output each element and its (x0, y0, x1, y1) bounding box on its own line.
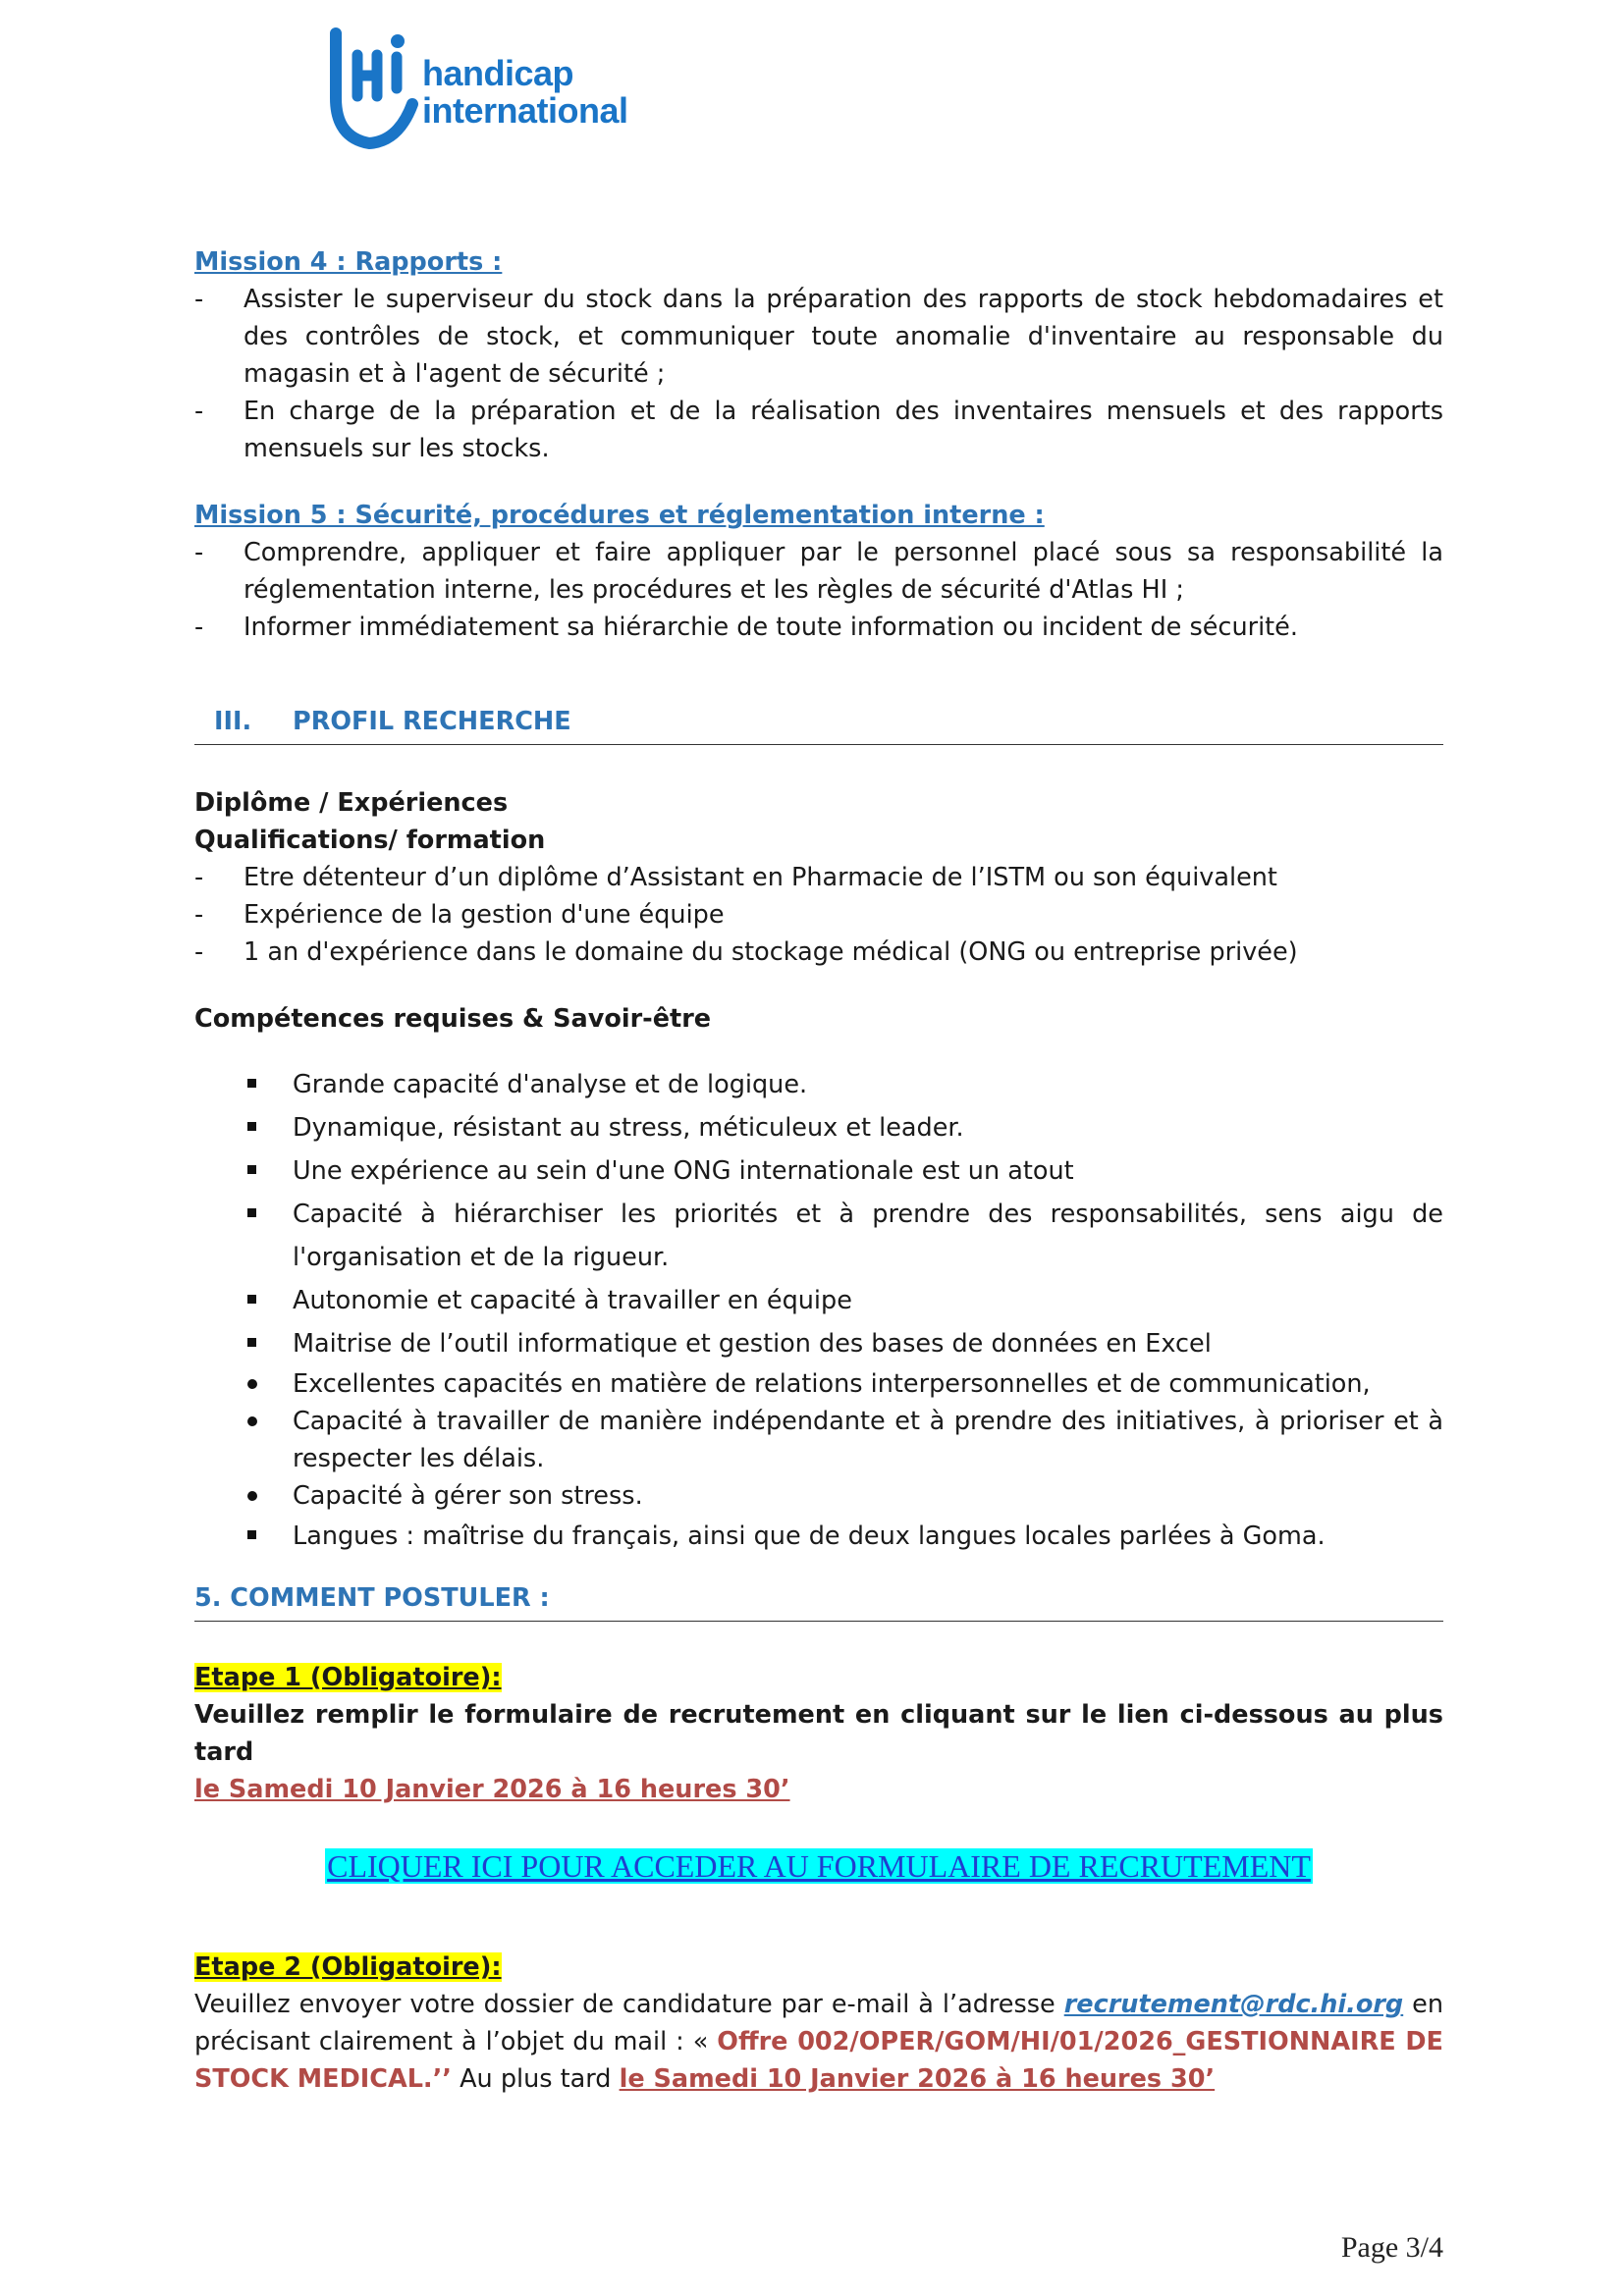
step-1-deadline: le Samedi 10 Janvier 2026 à 16 heures 30’ (194, 1775, 790, 1804)
section-heading-postuler: 5. COMMENT POSTULER : (194, 1579, 1443, 1622)
list-item: Maitrise de l’outil informatique et gestion des bases de données en Excel (194, 1322, 1443, 1365)
section-heading-profil (194, 703, 1443, 745)
round-bullet-icon (247, 1416, 257, 1426)
form-link-block (194, 1847, 1443, 1888)
list-item: Excellentes capacités en matière de relations interpersonnelles et de communication, (194, 1365, 1443, 1403)
mission-4-list (194, 281, 1443, 467)
mission-5-title: Mission 5 : Sécurité, procédures et réglementation interne : (194, 501, 1045, 530)
section-title: PROFIL RECHERCHE (293, 707, 571, 736)
logo-wordmark (422, 55, 628, 130)
list-item: Une expérience au sein d'une ONG internationale est un atout (194, 1149, 1443, 1193)
list-item: - En charge de la préparation et de la réalisation des inventaires mensuels et des rapports mensuels sur les stocks. (194, 393, 1443, 467)
page-number: Page 3/4 (1340, 2231, 1443, 2264)
step-2-paragraph: Veuillez envoyer votre dossier de candidature par e-mail à l’adresse recrutement@rdc.hi.org en précisant clairement à l’objet du mail : « Offre 002/OPER/GOM/HI/01/2026_GESTIONNAIRE DE STOCK MEDICAL.’’ Au plus tard le Samedi 10 Janvier 2026 à 16 heures 30’ (194, 1990, 1443, 2094)
qualifications-list (194, 859, 1443, 971)
logo-line-1: handicap (422, 53, 574, 93)
round-bullet-icon (247, 1491, 257, 1501)
hand-logo-icon (320, 27, 418, 153)
competences-heading: Compétences requises & Savoir-être (194, 1004, 712, 1034)
logo-line-2: international (422, 90, 628, 131)
square-bullet-icon (247, 1295, 256, 1304)
mission-4-title: Mission 4 : Rapports : (194, 247, 503, 277)
list-item: - 1 an d'expérience dans le domaine du stockage médical (ONG ou entreprise privée) (194, 934, 1443, 971)
list-item: Dynamique, résistant au stress, méticuleux et leader. (194, 1106, 1443, 1149)
qualifications-heading: Qualifications/ formation (194, 826, 546, 855)
handicap-international-logo (320, 27, 654, 153)
step-2-deadline: le Samedi 10 Janvier 2026 à 16 heures 30’ (619, 2064, 1216, 2094)
square-bullet-icon (247, 1530, 256, 1539)
step-1-text: Veuillez remplir le formulaire de recrutement en cliquant sur le lien ci-dessous au plus tard (194, 1700, 1443, 1767)
list-item: - Assister le superviseur du stock dans la préparation des rapports de stock hebdomadaires et des contrôles de stock, et communiquer toute anomalie d'inventaire au responsable du magasin et à l'agent de sécurité ; (194, 281, 1443, 393)
mission-5-list (194, 534, 1443, 646)
list-item: - Comprendre, appliquer et faire appliquer par le personnel placé sous sa responsabilité la réglementation interne, les procédures et les règles de sécurité d'Atlas HI ; (194, 534, 1443, 609)
list-item: Langues : maîtrise du français, ainsi que de deux langues locales parlées à Goma. (194, 1515, 1443, 1558)
recruitment-email-link[interactable]: recrutement@rdc.hi.org (1063, 1990, 1404, 2019)
list-item: - Etre détenteur d’un diplôme d’Assistant en Pharmacie de l’ISTM ou son équivalent (194, 859, 1443, 896)
competences-list (194, 1063, 1443, 1558)
step-2-label: Etape 2 (Obligatoire): (194, 1952, 502, 1982)
diplome-heading: Diplôme / Expériences (194, 788, 509, 818)
list-item: Capacité à hiérarchiser les priorités et à prendre des responsabilités, sens aigu de l'organisation et de la rigueur. (194, 1193, 1443, 1279)
square-bullet-icon (247, 1208, 256, 1217)
list-item: - Expérience de la gestion d'une équipe (194, 896, 1443, 934)
list-item: Capacité à gérer son stress. (194, 1477, 1443, 1515)
offer-reference: Offre 002/OPER/GOM/HI/01/2026_GESTIONNAIRE DE STOCK MEDICAL.’’ (194, 2027, 1443, 2094)
document-content (194, 243, 1443, 2098)
square-bullet-icon (247, 1079, 256, 1088)
list-item: Capacité à travailler de manière indépendante et à prendre des initiatives, à prioriser et à respecter les délais. (194, 1403, 1443, 1477)
recruitment-form-link[interactable]: CLIQUER ICI POUR ACCEDER AU FORMULAIRE DE RECRUTEMENT (327, 1848, 1311, 1884)
step-1-label: Etape 1 (Obligatoire): (194, 1663, 502, 1692)
list-item: Autonomie et capacité à travailler en équipe (194, 1279, 1443, 1322)
square-bullet-icon (247, 1338, 256, 1347)
round-bullet-icon (247, 1379, 257, 1389)
section-number: III. (214, 707, 252, 736)
square-bullet-icon (247, 1122, 256, 1131)
square-bullet-icon (247, 1165, 256, 1174)
list-item: Grande capacité d'analyse et de logique. (194, 1063, 1443, 1106)
list-item: - Informer immédiatement sa hiérarchie de toute information ou incident de sécurité. (194, 609, 1443, 646)
